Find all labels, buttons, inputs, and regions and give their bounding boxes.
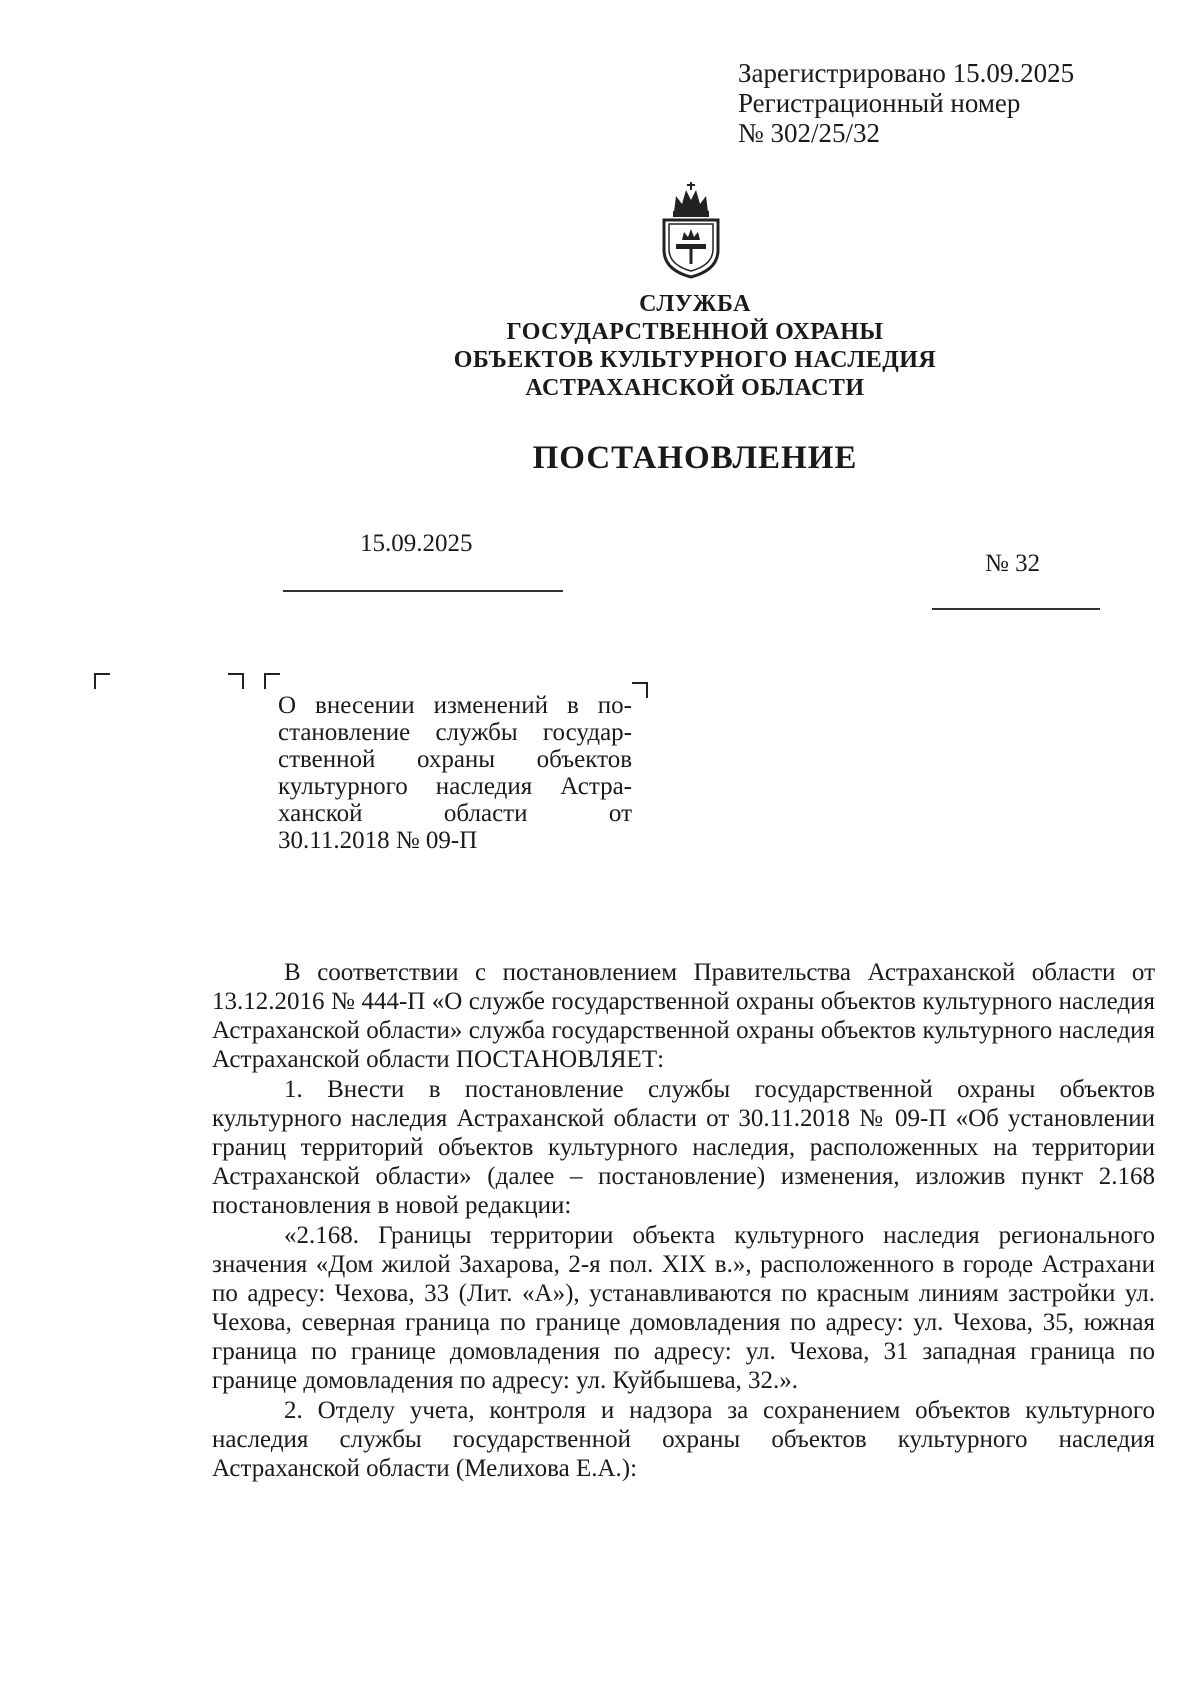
subject-line: ханской области от xyxy=(278,800,632,827)
subject-line: культурного наследия Астра- xyxy=(278,773,632,800)
document-subject xyxy=(278,692,632,854)
subject-line: становление службы государ- xyxy=(278,719,632,746)
organization-name xyxy=(300,290,1090,402)
document-number: № 32 xyxy=(985,550,1041,577)
organization-line: ГОСУДАРСТВЕННОЙ ОХРАНЫ xyxy=(506,319,884,345)
body-paragraph: В соответствии с постановлением Правительства Астраханской области от 13.12.2016 № 444-П «О службе государственной охраны объектов культурного наследия Астраханской области» служба государственной охраны объектов культурного наследия Астраханской области ПОСТАНОВЛЯЕТ: xyxy=(212,959,1155,1073)
body-paragraph: 1. Внести в постановление службы государственной охраны объектов культурного наследия Астраханской области от 30.11.2018 № 09-П «Об установлении границ территорий объектов культурного наследия, расположенных на территории Астраханской области» (далее – постановление) изменения, изложив пункт 2.168 постановления в новой редакции: xyxy=(212,1076,1155,1219)
registration-label: Регистрационный номер xyxy=(738,88,1021,118)
date-underline xyxy=(283,590,563,592)
body-paragraph: 2. Отделу учета, контроля и надзора за сохранением объектов культурного наследия службы государственной охраны объектов культурного наследия Астраханской области (Мелихова Е.А.): xyxy=(212,1397,1155,1482)
corner-mark xyxy=(94,673,110,689)
organization-line: АСТРАХАНСКОЙ ОБЛАСТИ xyxy=(525,375,865,401)
body-paragraph: «2.168. Границы территории объекта культурного наследия регионального значения «Дом жилой Захарова, 2-я пол. XIX в.», расположенного в городе Астрахани по адресу: Чехова, 33 (Лит. «А»), устанавливаются по красным линиям застройки ул. Чехова, северная граница по границе домовладения по адресу: ул. Чехова, 35, южная граница по границе домовладения по адресу: ул. Чехова, 31 западная граница по границе домовладения по адресу: ул. Куйбышева, 32.». xyxy=(212,1222,1155,1394)
subject-line: 30.11.2018 № 09-П xyxy=(278,827,478,854)
subject-line: ственной охраны объектов xyxy=(278,746,632,773)
registration-date: Зарегистрировано 15.09.2025 xyxy=(738,58,1075,88)
document-body xyxy=(212,958,1155,1484)
organization-line: ОБЪЕКТОВ КУЛЬТУРНОГО НАСЛЕДИЯ xyxy=(453,347,937,373)
document-date: 15.09.2025 xyxy=(360,530,473,557)
corner-mark xyxy=(632,682,648,698)
coat-of-arms-icon xyxy=(652,178,730,280)
registration-stamp xyxy=(738,58,1074,148)
corner-mark xyxy=(228,673,244,689)
corner-mark xyxy=(264,673,280,689)
organization-line: СЛУЖБА xyxy=(639,291,751,317)
registration-number: № 302/25/32 xyxy=(738,118,881,148)
number-underline xyxy=(932,608,1100,610)
subject-line: О внесении изменений в по- xyxy=(278,692,632,719)
document-type-title: ПОСТАНОВЛЕНИЕ xyxy=(532,440,858,476)
